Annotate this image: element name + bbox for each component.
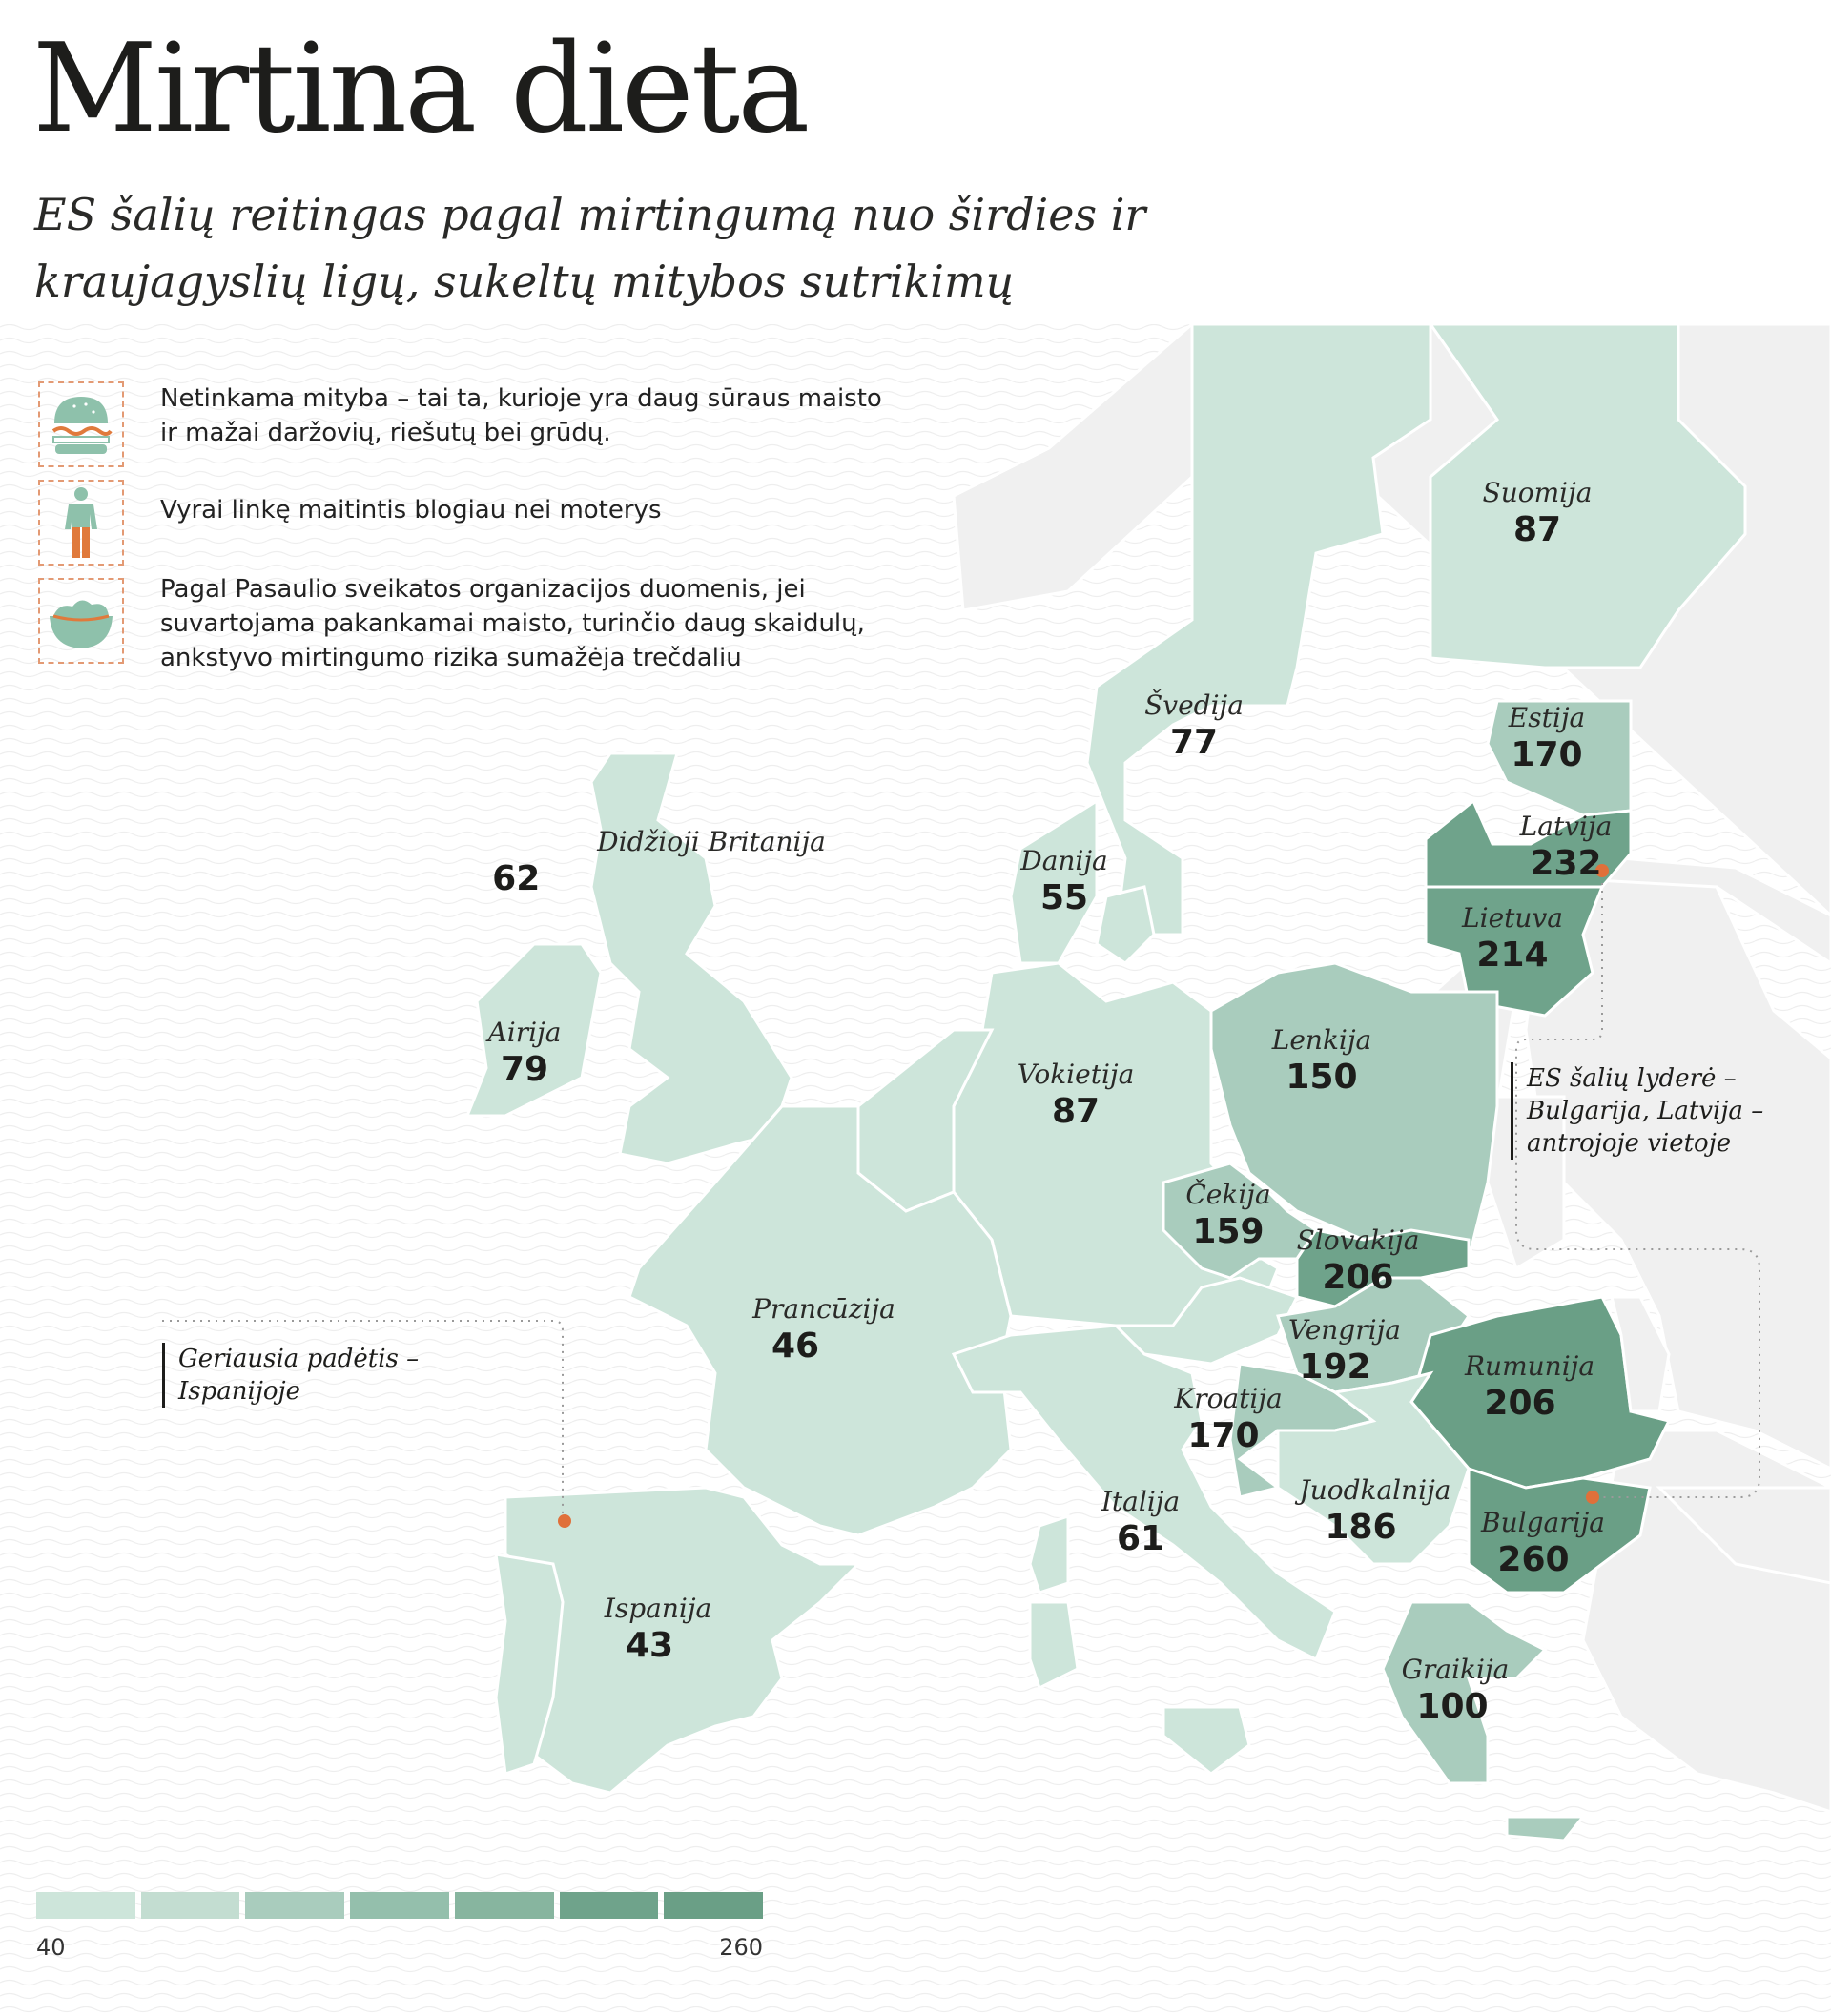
man-icon bbox=[40, 482, 122, 564]
country-value: 46 bbox=[771, 1327, 820, 1366]
country-name: Rumunija bbox=[1464, 1350, 1595, 1382]
annotation-best: Geriausia padėtis – Ispanijoje bbox=[162, 1343, 464, 1408]
country-name: Kroatija bbox=[1174, 1383, 1283, 1414]
annotation-leader: ES šalių lyderė – Bulgarija, Latvija – antrojoje vietoje bbox=[1511, 1062, 1803, 1160]
country-value: 62 bbox=[492, 859, 541, 898]
legend-item-men bbox=[38, 480, 896, 575]
country-value: 170 bbox=[1511, 735, 1583, 774]
color-scale-segment bbox=[141, 1892, 240, 1919]
country-value: 206 bbox=[1322, 1258, 1394, 1297]
country-name: Švedija bbox=[1144, 689, 1244, 721]
bowl-icon bbox=[40, 580, 122, 662]
legend-icon-frame bbox=[38, 578, 124, 664]
country-name: Ispanija bbox=[604, 1593, 712, 1624]
country-value: 43 bbox=[625, 1626, 674, 1665]
country-value: 260 bbox=[1497, 1540, 1570, 1579]
latvija-highlight-dot bbox=[1595, 864, 1609, 877]
country-value: 232 bbox=[1530, 844, 1602, 883]
country-name: Latvija bbox=[1519, 811, 1613, 842]
legend-item-fiber bbox=[38, 575, 896, 673]
country-name: Lenkija bbox=[1271, 1024, 1372, 1056]
legend-text-fiber: Pagal Pasaulio sveikatos organizacijos duomenis, jei suvartojama pakankamai maisto, turinčio daug skaidulų, ankstyvo mirtingumo rizika sumažėja trečdaliu bbox=[160, 575, 865, 672]
color-scale-segment bbox=[350, 1892, 449, 1919]
country-name: Lietuva bbox=[1462, 902, 1563, 934]
country-value: 159 bbox=[1192, 1212, 1265, 1251]
country-value: 150 bbox=[1286, 1058, 1358, 1097]
country-name: Danija bbox=[1020, 845, 1108, 876]
color-scale-segment bbox=[455, 1892, 554, 1919]
country-value: 61 bbox=[1116, 1519, 1165, 1558]
country-value: 77 bbox=[1169, 723, 1219, 762]
legend-text-diet: Netinkama mityba – tai ta, kurioje yra daug sūraus maisto ir mažai daržovių, riešutų bei grūdų. bbox=[160, 384, 882, 447]
burger-icon bbox=[40, 383, 122, 465]
country-name: Graikija bbox=[1401, 1654, 1510, 1685]
country-value: 214 bbox=[1476, 936, 1549, 975]
country-name: Bulgarija bbox=[1481, 1507, 1605, 1538]
country-name: Čekija bbox=[1185, 1179, 1271, 1210]
color-scale-segment bbox=[36, 1892, 135, 1919]
country-value: 186 bbox=[1325, 1508, 1397, 1547]
country-name: Airija bbox=[487, 1017, 562, 1048]
country-value: 206 bbox=[1484, 1384, 1556, 1423]
color-scale bbox=[36, 1892, 763, 1919]
scale-min-label: 40 bbox=[36, 1934, 66, 1961]
ispanija-highlight-dot bbox=[558, 1514, 571, 1528]
country-value: 100 bbox=[1416, 1687, 1489, 1726]
country-name: Slovakija bbox=[1296, 1224, 1420, 1256]
color-scale-segment bbox=[560, 1892, 659, 1919]
country-name: Didžioji Britanija bbox=[597, 826, 826, 857]
country-value: 170 bbox=[1187, 1416, 1260, 1455]
country-value: 87 bbox=[1512, 510, 1562, 549]
legend-icon-frame bbox=[38, 381, 124, 467]
legend-item-diet bbox=[38, 381, 896, 477]
page-title: Mirtina dieta bbox=[32, 18, 808, 160]
page-subtitle: ES šalių reitingas pagal mirtingumą nuo širdies ir kraujagyslių ligų, sukeltų mitybos sutrikimų bbox=[34, 189, 1146, 307]
country-name: Vokietija bbox=[1017, 1059, 1135, 1090]
country-value: 55 bbox=[1039, 878, 1089, 917]
color-scale-segment bbox=[245, 1892, 344, 1919]
scale-max-label: 260 bbox=[719, 1934, 763, 1961]
legend-text-men: Vyrai linkę maitintis blogiau nei moterys bbox=[160, 496, 662, 525]
bulgarija-highlight-dot bbox=[1586, 1491, 1599, 1504]
country-name: Estija bbox=[1508, 702, 1586, 733]
country-value: 87 bbox=[1051, 1092, 1101, 1131]
country-name: Prancūzija bbox=[752, 1293, 895, 1325]
country-name: Vengrija bbox=[1288, 1314, 1401, 1346]
country-value: 192 bbox=[1299, 1347, 1371, 1387]
color-scale-segment bbox=[664, 1892, 763, 1919]
country-name: Suomija bbox=[1482, 477, 1593, 508]
country-name: Italija bbox=[1101, 1486, 1181, 1517]
legend-icon-frame bbox=[38, 480, 124, 566]
country-value: 79 bbox=[500, 1050, 549, 1089]
country-name: Juodkalnija bbox=[1299, 1474, 1451, 1506]
